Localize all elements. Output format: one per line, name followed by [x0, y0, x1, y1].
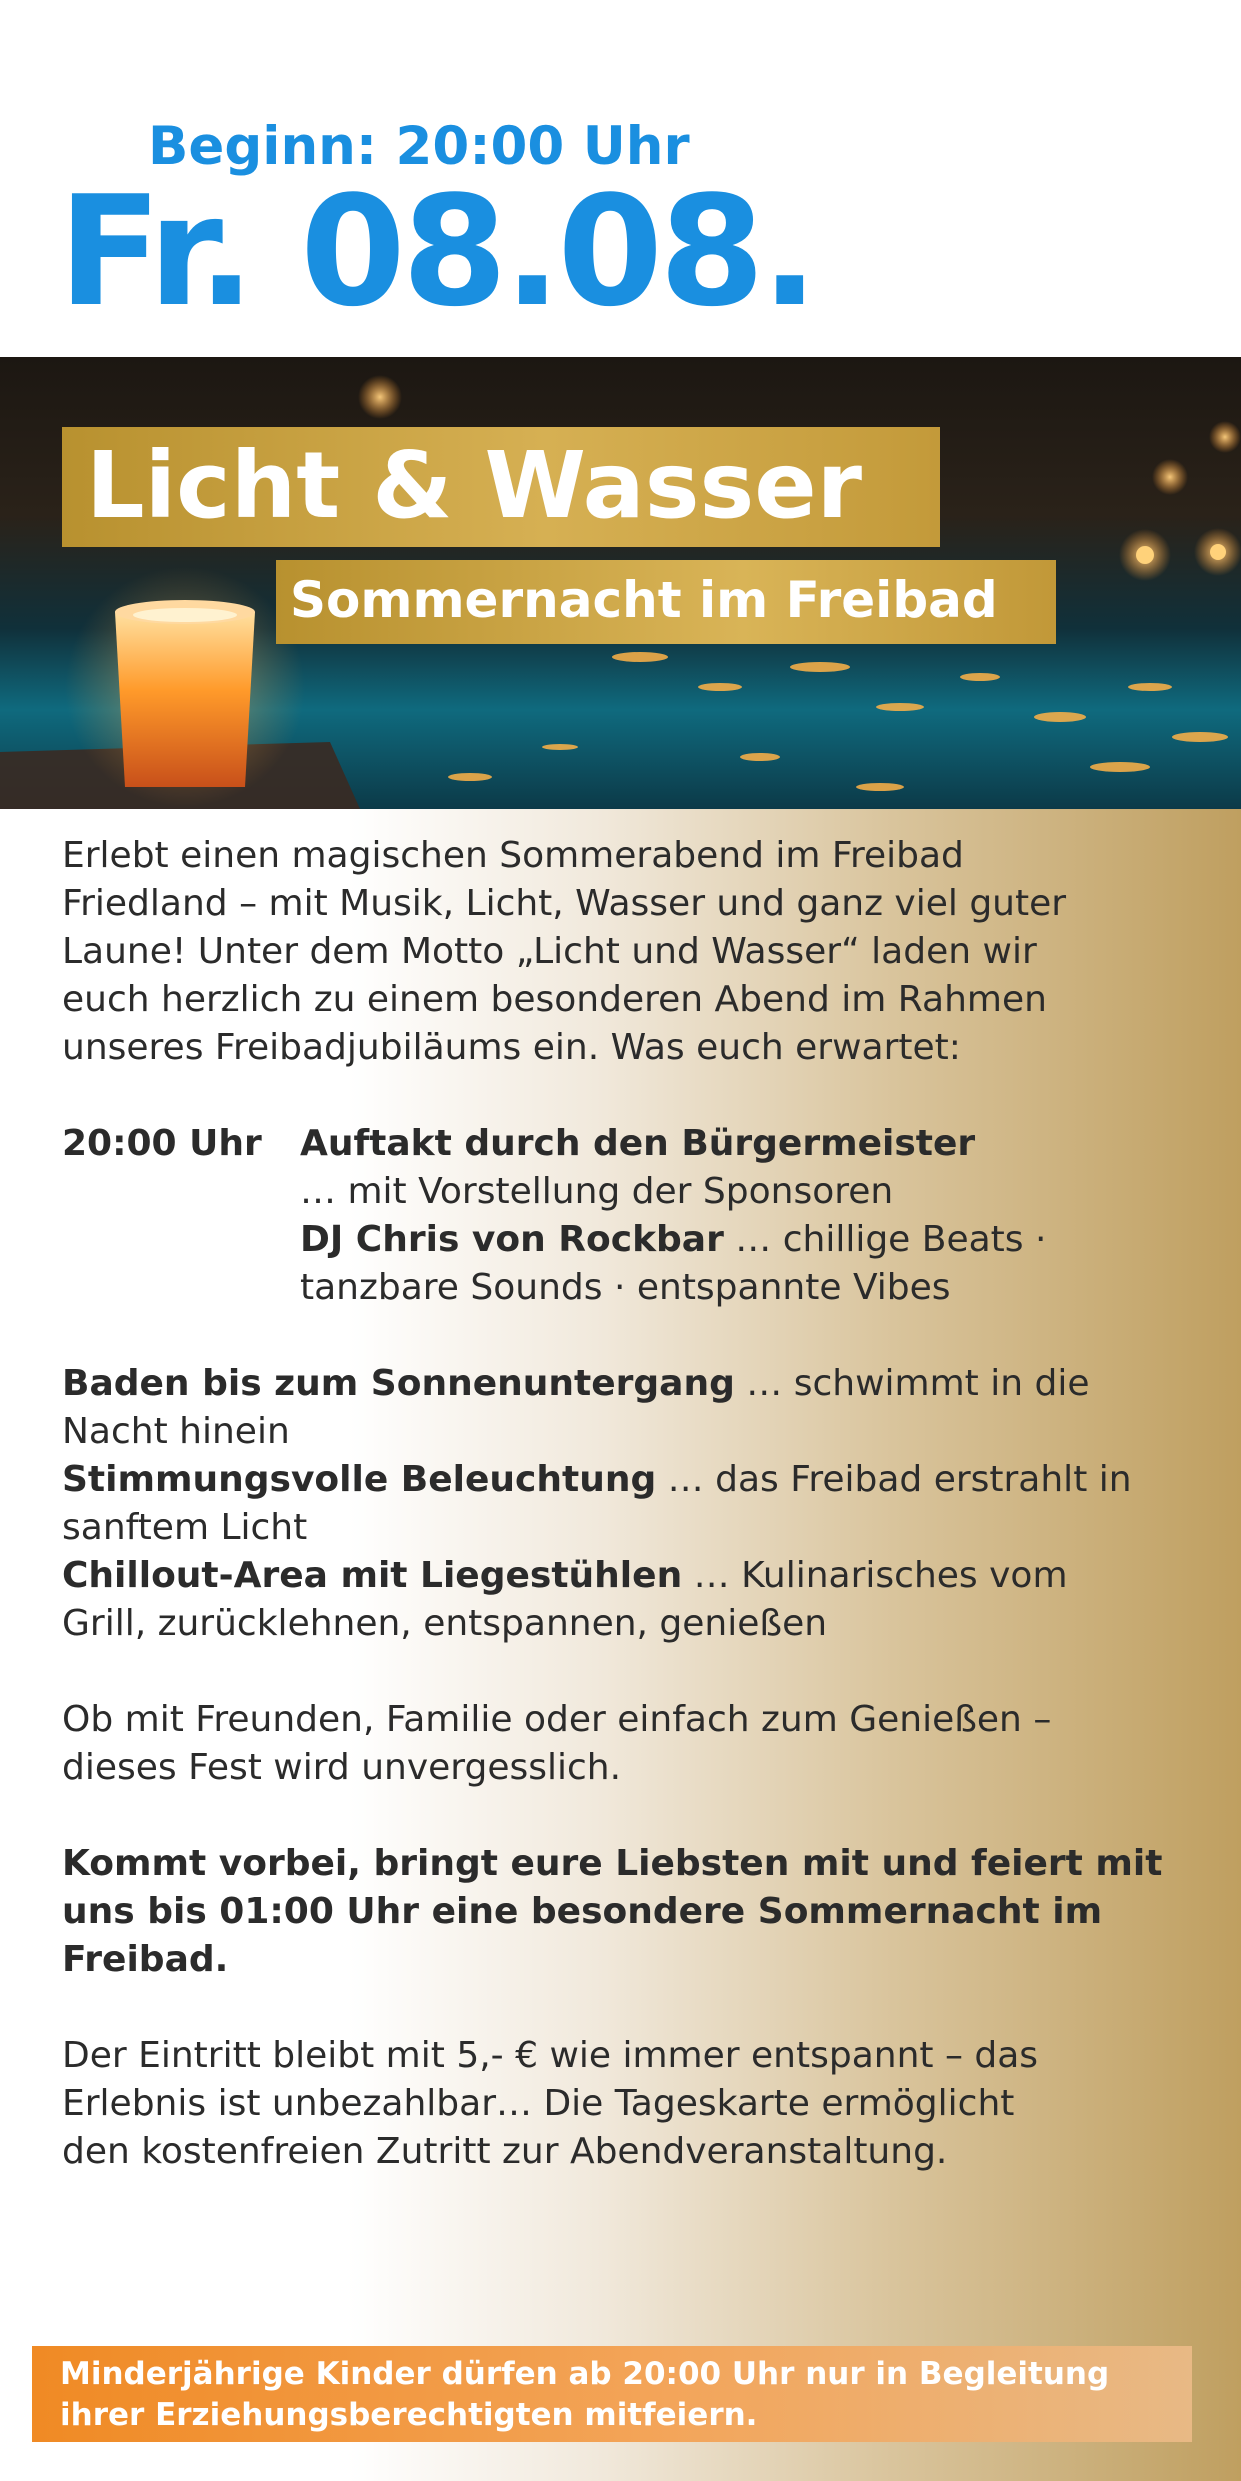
title-box: [62, 427, 940, 547]
header: [0, 0, 1241, 357]
highlight-text: Grill, zurücklehnen, entspannen, genießen: [62, 1603, 828, 1644]
notice-line: ihrer Erziehungsberechtigten mitfeiern.: [60, 2397, 758, 2433]
highlight-text: Nacht hinein: [62, 1411, 290, 1452]
highlight-text: sanftem Licht: [62, 1507, 308, 1548]
invite-line: uns bis 01:00 Uhr eine besondere Sommernacht im: [62, 1891, 1103, 1932]
schedule-item-text: … mit Vorstellung der Sponsoren: [300, 1171, 894, 1212]
schedule-item-text: tanzbare Sounds · entspannte Vibes: [300, 1267, 951, 1308]
invite-line: Kommt vorbei, bringt eure Liebsten mit und feiert mit: [62, 1843, 1163, 1884]
schedule-items: [300, 1120, 1202, 1312]
highlight-text: … schwimmt in die: [734, 1363, 1090, 1404]
intro-line: Laune! Unter dem Motto „Licht und Wasser“ laden wir: [62, 931, 1037, 972]
highlight-line: [62, 1360, 1202, 1408]
schedule-row: [62, 1120, 1202, 1312]
highlight-title: Stimmungsvolle Beleuchtung: [62, 1459, 657, 1500]
intro-line: Friedland – mit Musik, Licht, Wasser und ganz viel guter: [62, 883, 1067, 924]
invite-line: Freibad.: [62, 1939, 229, 1980]
event-title: Licht & Wasser: [86, 432, 863, 539]
start-time: Beginn: 20:00 Uhr: [148, 116, 690, 177]
closing-line: Ob mit Freunden, Familie oder einfach zum Genießen –: [62, 1699, 1052, 1740]
schedule-item-title: Auftakt durch den Bürgermeister: [300, 1123, 976, 1164]
admission-line: den kostenfreien Zutritt zur Abendveranstaltung.: [62, 2131, 948, 2172]
schedule-time: 20:00 Uhr: [62, 1123, 262, 1164]
event-date: Fr. 08.08.: [58, 163, 815, 340]
event-description: [62, 832, 1202, 2176]
photo-banner: [0, 357, 1241, 809]
intro-line: euch herzlich zu einem besonderen Abend im Rahmen: [62, 979, 1047, 1020]
closing-line: dieses Fest wird unvergesslich.: [62, 1747, 622, 1788]
event-subtitle: Sommernacht im Freibad: [290, 571, 998, 629]
age-notice-text: [60, 2354, 1170, 2436]
dj-name: DJ Chris von Rockbar: [300, 1219, 724, 1260]
intro-line: Erlebt einen magischen Sommerabend im Freibad: [62, 835, 964, 876]
schedule-item-dj: [300, 1216, 1202, 1264]
intro-line: unseres Freibadjubiläums ein. Was euch erwartet:: [62, 1027, 961, 1068]
highlight-title: Baden bis zum Sonnenuntergang: [62, 1363, 735, 1404]
highlight-line: [62, 1456, 1202, 1504]
highlight-title: Chillout-Area mit Liegestühlen: [62, 1555, 683, 1596]
highlight-text: … Kulinarisches vom: [682, 1555, 1068, 1596]
highlight-line: [62, 1552, 1202, 1600]
highlight-text: … das Freibad erstrahlt in: [656, 1459, 1132, 1500]
dj-text: … chillige Beats ·: [723, 1219, 1047, 1260]
candle-icon: [65, 567, 305, 807]
subtitle-box: [276, 560, 1056, 644]
admission-line: Der Eintritt bleibt mit 5,- € wie immer entspannt – das: [62, 2035, 1039, 2076]
age-notice-banner: [32, 2346, 1192, 2442]
notice-line: Minderjährige Kinder dürfen ab 20:00 Uhr nur in Begleitung: [60, 2356, 1110, 2392]
admission-line: Erlebnis ist unbezahlbar… Die Tageskarte ermöglicht: [62, 2083, 1015, 2124]
